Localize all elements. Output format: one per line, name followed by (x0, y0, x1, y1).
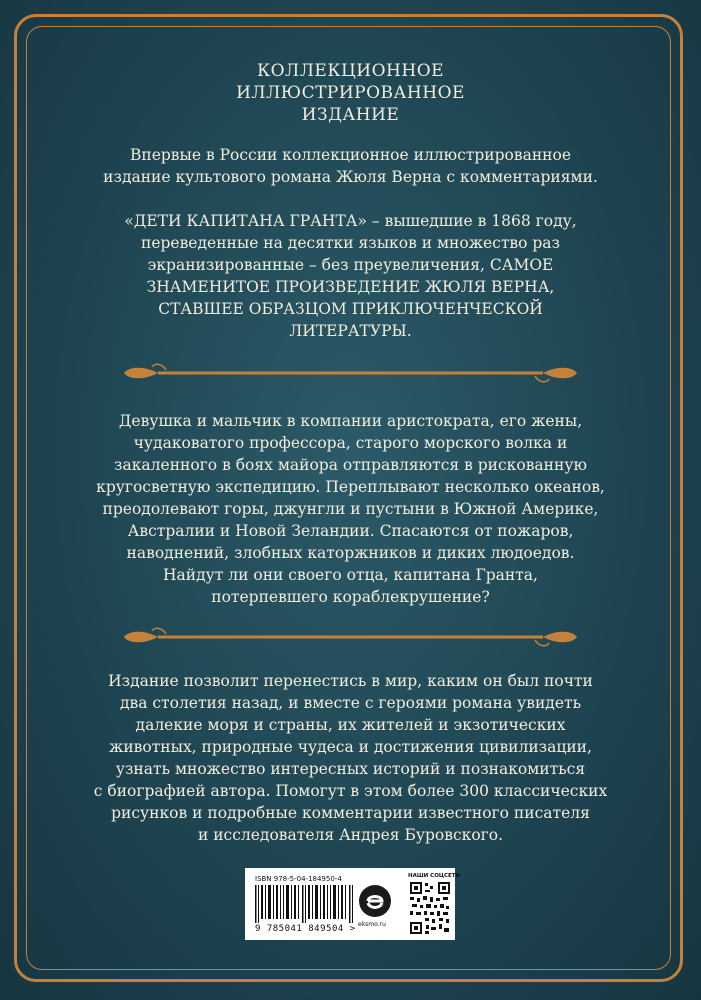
edition-line: животных, природные чудеса и достижения цивилизации, (109, 738, 592, 756)
plot-paragraph (40, 410, 661, 608)
about-line: экранизированные – без преувеличения, САМОЕ (147, 256, 554, 274)
intro-line: издание культового романа Жюля Верна с комментариями. (103, 168, 598, 186)
edition-line: с биографией автора. Помогут в этом более 300 классических (93, 782, 608, 800)
about-line: ЗНАМЕНИТОЕ ПРОИЗВЕДЕНИЕ ЖЮЛЯ ВЕРНА, (146, 278, 555, 296)
heading-line: ИЗДАНИЕ (301, 105, 400, 125)
plot-line: Найдут ли они своего отца, капитана Гранта, (163, 566, 538, 584)
eksmo-logo-icon (358, 884, 392, 918)
edition-line: два столетия назад, и вместе с героями романа увидеть (119, 694, 582, 712)
plot-line: потерпевшего кораблекрушение? (211, 588, 490, 606)
qr-code-icon (410, 882, 450, 934)
ornament-divider-top (118, 363, 583, 383)
barcode-icon (255, 885, 355, 923)
plot-line: кругосветную экспедицию. Переплывают несколько океанов, (96, 478, 605, 496)
about-line: переведенные на десятки языков и множество раз (140, 234, 560, 252)
edition-paragraph (40, 670, 661, 846)
plot-line: Девушка и мальчик в компании аристократа, его жены, (118, 412, 583, 430)
cover-text (40, 60, 661, 846)
about-line: ЛИТЕРАТУРЫ. (289, 322, 412, 340)
plot-line: наводнений, злобных каторжников и диких людоедов. (126, 544, 575, 562)
intro-line: Впервые в России коллекционное иллюстрированное (129, 146, 572, 164)
about-line: «ДЕТИ КАПИТАНА ГРАНТА» – вышедшие в 1868 году, (124, 212, 577, 230)
ornament-divider-bottom (118, 627, 583, 647)
edition-line: Издание позволит перенестись в мир, каким он был почти (108, 672, 593, 690)
edition-line: и исследователя Андрея Буровского. (197, 826, 504, 844)
plot-line: преодолевают горы, джунгли и пустыни в Южной Америке, (102, 500, 599, 518)
publisher-site: eksmo.ru (358, 921, 386, 928)
about-line: СТАВШЕЕ ОБРАЗЦОМ ПРИКЛЮЧЕНЧЕСКОЙ (158, 300, 543, 318)
edition-heading (40, 60, 661, 126)
heading-line: ИЛЛЮСТРИРОВАННОЕ (236, 83, 465, 103)
edition-line: далекие моря и страны, их жителей и экзотических (135, 716, 566, 734)
plot-line: Австралии и Новой Зеландии. Спасаются от пожаров, (127, 522, 574, 540)
isbn-text: ISBN 978-5-04-184950-4 (255, 875, 342, 883)
about-paragraph (40, 210, 661, 342)
intro-paragraph (40, 144, 661, 188)
plot-line: закаленного в боях майора отправляются в рискованную (114, 456, 587, 474)
social-label: НАШИ СОЦСЕТИ (408, 873, 461, 879)
barcode-number: 9 785041 849504 > (255, 924, 356, 934)
edition-line: узнать множество интересных историй и познакомиться (115, 760, 586, 778)
heading-line: КОЛЛЕКЦИОННОЕ (256, 61, 445, 81)
plot-line: чудаковатого профессора, старого морского волка и (133, 434, 568, 452)
edition-line: рисунков и подробные комментарии известного писателя (111, 804, 590, 822)
